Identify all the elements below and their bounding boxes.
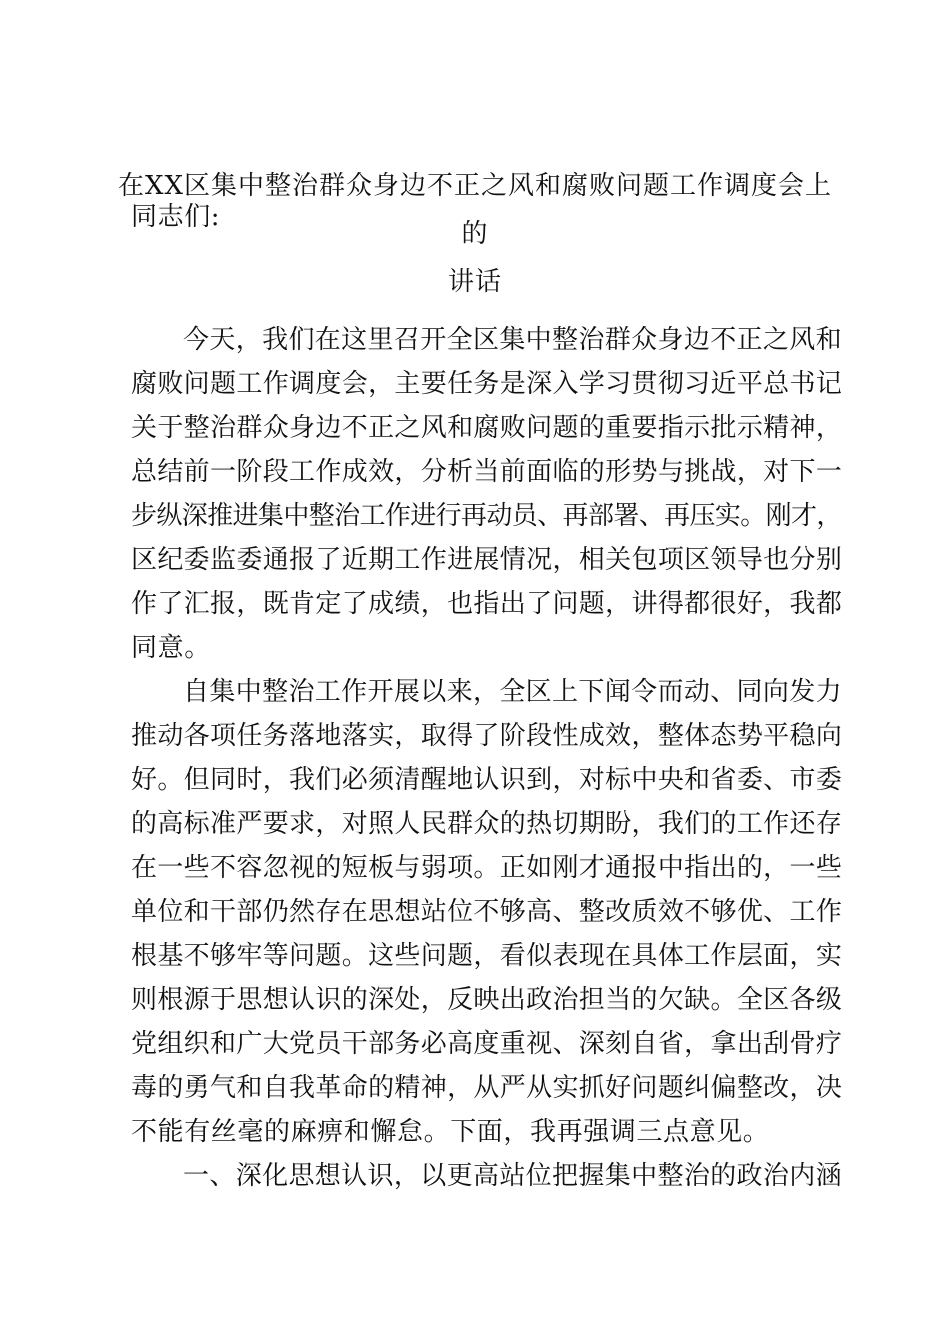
paragraph-line: 党组织和广大党员干部务必高度重视、深刻自省，拿出刮骨疗	[131, 1029, 843, 1059]
paragraph-line: 今天，我们在这里召开全区集中整治群众身边不正之风和	[183, 325, 843, 355]
paragraph-line: 不能有丝毫的麻痹和懈怠。下面，我再强调三点意见。	[131, 1117, 770, 1147]
section-heading: 一、深化思想认识，以更高站位把握集中整治的政治内涵	[183, 1161, 843, 1191]
paragraph-line: 步纵深推进集中整治工作进行再动员、再部署、再压实。刚才，	[131, 501, 842, 531]
paragraph-line: 同意。	[131, 633, 211, 663]
paragraph-line: 毒的勇气和自我革命的精神，从严从实抓好问题纠偏整改，决	[131, 1073, 843, 1103]
paragraph-line: 区纪委监委通报了近期工作进展情况，相关包项区领导也分别	[131, 545, 843, 575]
paragraph-line: 根基不够牢等问题。这些问题，看似表现在具体工作层面，实	[131, 941, 843, 971]
paragraph-line: 的高标准严要求，对照人民群众的热切期盼，我们的工作还存	[131, 809, 843, 839]
salutation: 同志们:	[131, 202, 221, 232]
paragraph-line: 好。但同时，我们必须清醒地认识到，对标中央和省委、市委	[131, 765, 843, 795]
paragraph-line: 总结前一阶段工作成效，分析当前面临的形势与挑战，对下一	[131, 457, 843, 487]
paragraph-line: 关于整治群众身边不正之风和腐败问题的重要指示批示精神，	[131, 413, 843, 443]
title-line-1: 在XX区集中整治群众身边不正之风和腐败问题工作调度会上的	[117, 171, 833, 249]
paragraph-line: 在一些不容忽视的短板与弱项。正如刚才通报中指出的，一些	[131, 853, 843, 883]
paragraph-line: 自集中整治工作开展以来，全区上下闻令而动、同向发力	[183, 677, 843, 707]
title-line-2: 讲话	[447, 267, 502, 297]
paragraph-line: 腐败问题工作调度会，主要任务是深入学习贯彻习近平总书记	[131, 369, 843, 399]
paragraph-line: 则根源于思想认识的深处，反映出政治担当的欠缺。全区各级	[131, 985, 843, 1015]
paragraph-line: 单位和干部仍然存在思想站位不够高、整改质效不够优、工作	[131, 897, 843, 927]
paragraph-line: 推动各项任务落地落实，取得了阶段性成效，整体态势平稳向	[131, 721, 843, 751]
document-title	[110, 162, 840, 306]
paragraph-line: 作了汇报，既肯定了成绩，也指出了问题，讲得都很好，我都	[131, 589, 843, 619]
